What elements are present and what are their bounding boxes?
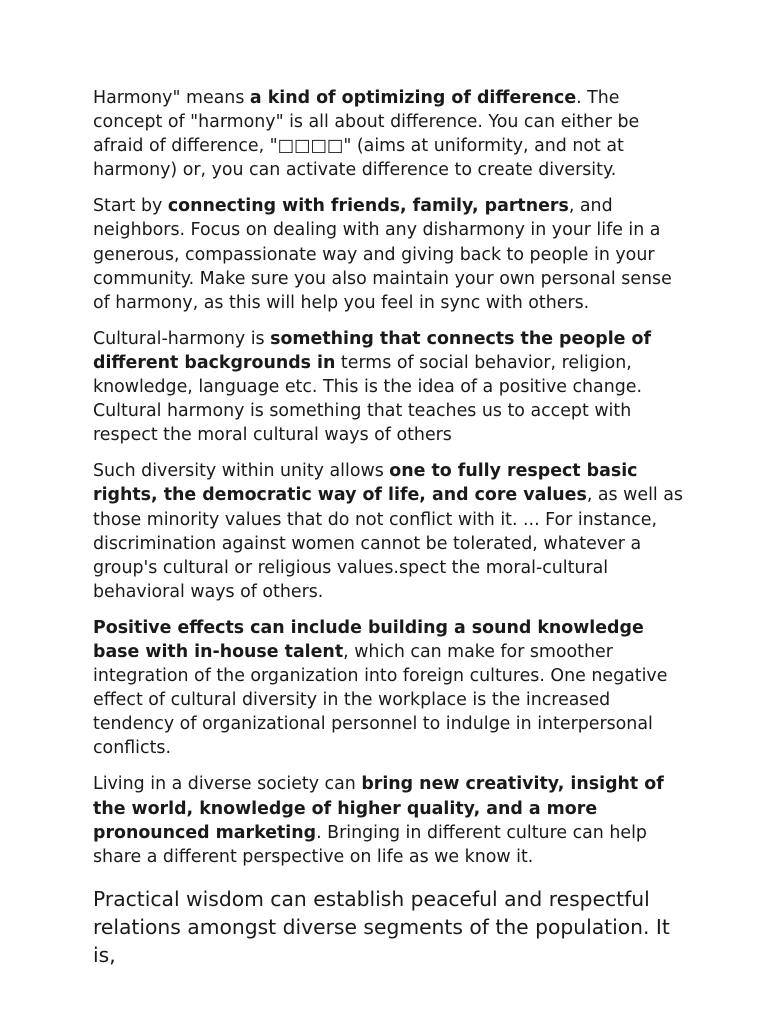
- text-run: , as well as those minority values that do not conflict with it. ... For instance, discrimination against women cannot be tolerated, whatever a group's cultural or religious values.spect the moral-cultural behavioral ways of others.: [93, 485, 683, 602]
- text-run: Cultural-harmony is: [93, 328, 271, 349]
- paragraph-large: [93, 885, 683, 969]
- text-run: Such diversity within unity allows: [93, 461, 390, 482]
- paragraph: [93, 616, 683, 761]
- bold-text-run: a kind of optimizing of difference: [249, 88, 577, 108]
- text-run: Start by: [93, 196, 168, 217]
- text-run: Harmony" means: [93, 88, 250, 108]
- paragraph: [93, 327, 683, 447]
- text-run: . Bringing in different culture can help share a different perspective on life as we know it.: [93, 822, 647, 867]
- bold-text-run: one to fully respect basic rights, the democratic way of life, and core values: [93, 461, 638, 506]
- document-body: [93, 86, 683, 981]
- text-run: terms of social behavior, religion, knowledge, language etc. This is the idea of a positive change. Cultural harmony is something that teaches us to accept with respect the moral cultural ways of others: [93, 352, 643, 446]
- paragraph: [93, 194, 683, 314]
- bold-text-run: something that connects the people of different backgrounds in: [93, 328, 652, 373]
- text-run: Living in a diverse society can: [93, 774, 362, 795]
- paragraph: [93, 86, 683, 182]
- bold-text-run: Positive effects can include building a sound knowledge base with in-house talent: [93, 617, 644, 662]
- paragraph: [93, 772, 683, 868]
- text-run: , and neighbors. Focus on dealing with any disharmony in your life in a generous, compassionate way and giving back to people in your community. Make sure you also maintain your own personal sense of harmony, as this will help you feel in sync with others.: [93, 196, 672, 313]
- text-run: . The concept of "harmony" is all about difference. You can either be afraid of difference, "□□□□" (aims at uniformity, and not at harmony) or, you can activate difference to create diversity.: [93, 88, 640, 181]
- paragraph: [93, 459, 683, 604]
- text-run: Practical wisdom can establish peaceful and respectful relations amongst diverse segments of the population. It is,: [93, 886, 670, 967]
- bold-text-run: bring new creativity, insight of the world, knowledge of higher quality, and a more pronounced marketing: [93, 774, 664, 843]
- bold-text-run: connecting with friends, family, partners: [167, 196, 569, 217]
- text-run: , which can make for smoother integration of the organization into foreign cultures. One negative effect of cultural diversity in the workplace is the increased tendency of organizational personnel to indulge in interpersonal conflicts.: [93, 641, 668, 759]
